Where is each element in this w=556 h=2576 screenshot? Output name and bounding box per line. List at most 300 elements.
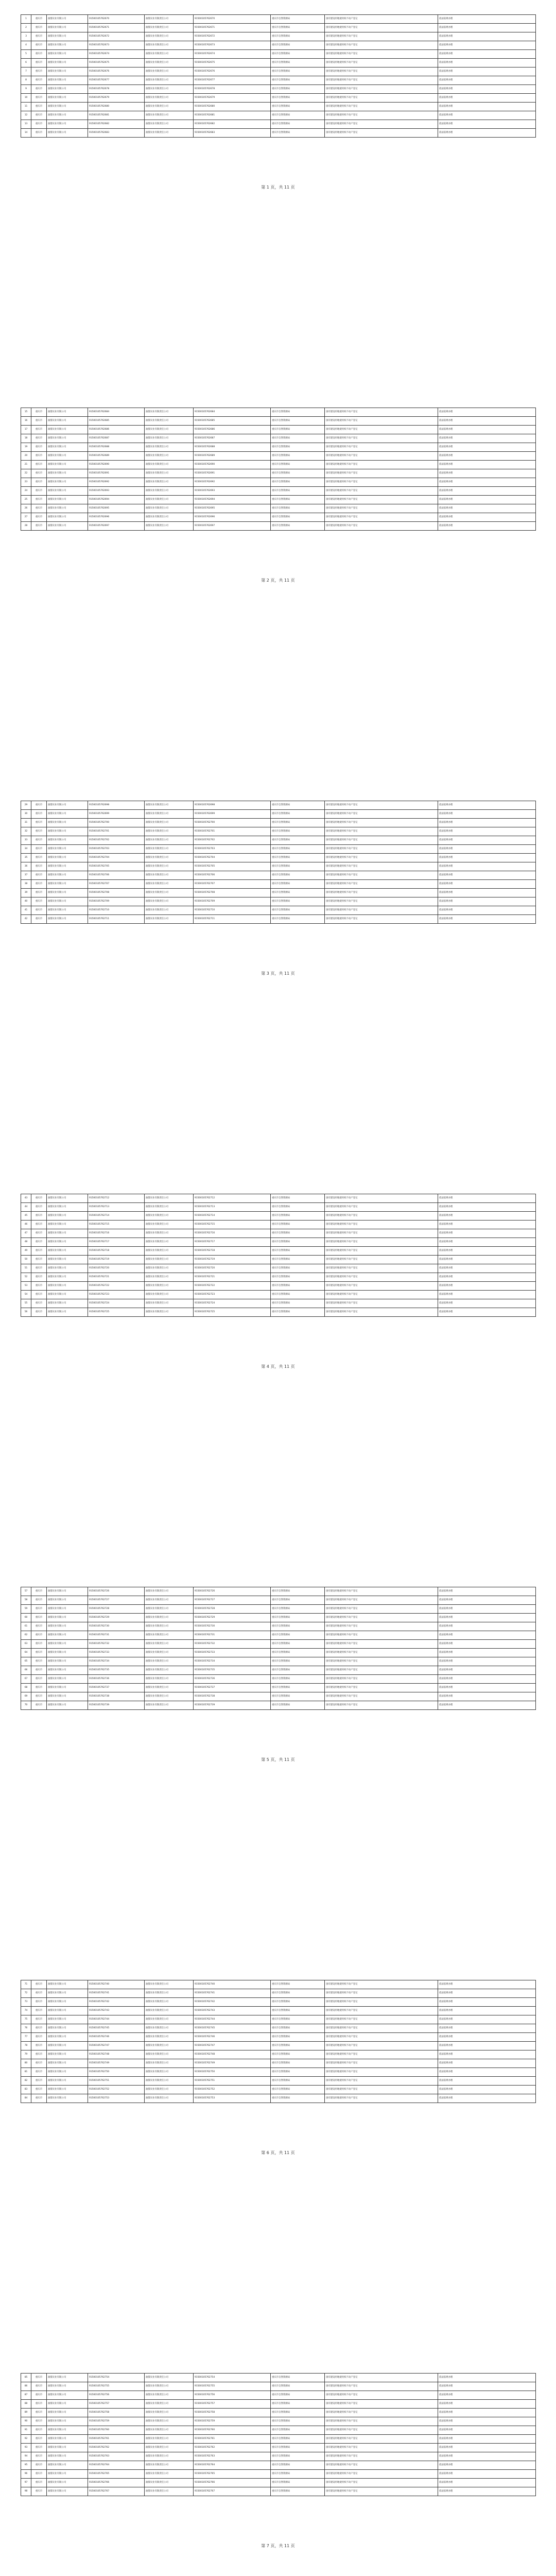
table-cell: 重庆市自然资源局 — [271, 41, 325, 50]
table-cell: 重庆市 — [31, 2382, 47, 2391]
table-cell: 91500105762736 — [194, 1675, 271, 1684]
table-cell: 依法依规办理 — [438, 906, 536, 915]
table-cell: 91500105762741 — [88, 1989, 145, 1998]
table-cell: 重庆市自然资源局 — [271, 2409, 325, 2417]
table-cell: 渝都实业有限公司 — [47, 2391, 88, 2400]
table-cell: 重庆市 — [31, 2452, 47, 2461]
table-cell: 91500105762758 — [88, 2409, 145, 2417]
table-cell: 依法依规办理 — [438, 1256, 536, 1264]
table-cell: 依法依规办理 — [438, 1980, 536, 1989]
table-cell: 依法依规办理 — [438, 2007, 536, 2015]
table-cell: 渝都实业有限公司 — [47, 880, 88, 889]
table-cell: 重庆市 — [31, 1701, 47, 1710]
table-cell: 依法依规办理 — [438, 434, 536, 443]
table-cell: 重庆市 — [31, 469, 47, 478]
table-cell: 渝都实业有限责任公司 — [145, 810, 194, 819]
table-cell: 渝都实业有限公司 — [47, 522, 88, 531]
table-cell: 渝都实业有限责任公司 — [145, 1587, 194, 1596]
table-cell: 91500105762720 — [88, 1264, 145, 1273]
table-row — [21, 915, 536, 924]
table-cell: 91500105762688 — [194, 443, 271, 452]
table-cell: 重庆市 — [31, 417, 47, 426]
table-cell: 渝都实业有限公司 — [47, 50, 88, 59]
table-cell: 依法依规办理 — [438, 2444, 536, 2452]
table-row — [21, 1640, 536, 1649]
table-row — [21, 129, 536, 138]
page-footer: 第 6 页，共 11 页 — [261, 2150, 295, 2155]
table-cell: 渝都实业有限责任公司 — [145, 2479, 194, 2487]
table-cell: 依法依规办理 — [438, 1989, 536, 1998]
table-cell: 重庆市自然资源局 — [271, 1666, 325, 1675]
table-cell: 渝都实业有限责任公司 — [145, 478, 194, 487]
table-cell: 渝都实业有限责任公司 — [145, 880, 194, 889]
table-cell: 渝都实业有限公司 — [47, 434, 88, 443]
table-cell: 91500105762767 — [88, 2487, 145, 2496]
table-cell: 依法依规办理 — [438, 2409, 536, 2417]
table-row — [21, 1631, 536, 1640]
table-cell: 依法依规办理 — [438, 1666, 536, 1675]
table-cell: 重庆市 — [31, 810, 47, 819]
table-cell: 依法依规办理 — [438, 522, 536, 531]
table-cell: 91500105762674 — [194, 50, 271, 59]
table-cell: 依法依规办理 — [438, 1282, 536, 1291]
table-cell: 91500105762683 — [194, 129, 271, 138]
table-cell: 96 — [21, 2470, 31, 2479]
table-cell: 91500105762734 — [194, 1657, 271, 1666]
table-cell: 国有建设用地使用权不动产登记 — [325, 2382, 438, 2391]
table-row — [21, 1238, 536, 1247]
table-cell: 依法依规办理 — [438, 1273, 536, 1282]
table-cell: 重庆市 — [31, 59, 47, 67]
table-cell: 73 — [21, 1998, 31, 2007]
table-cell: 40 — [21, 897, 31, 906]
table-cell: 91500105762675 — [194, 59, 271, 67]
table-cell: 39 — [21, 889, 31, 897]
table-cell: 重庆市自然资源局 — [271, 2461, 325, 2470]
table-cell: 渝都实业有限责任公司 — [145, 906, 194, 915]
table-cell: 渝都实业有限责任公司 — [145, 1605, 194, 1614]
table-cell: 渝都实业有限公司 — [47, 889, 88, 897]
table-cell: 91500105762738 — [194, 1692, 271, 1701]
table-cell: 渝都实业有限责任公司 — [145, 111, 194, 120]
table-cell: 88 — [21, 2400, 31, 2409]
table-cell: 渝都实业有限责任公司 — [145, 76, 194, 85]
table-cell: 91500105762730 — [88, 1622, 145, 1631]
table-cell: 重庆市自然资源局 — [271, 854, 325, 862]
table-cell: 渝都实业有限责任公司 — [145, 2086, 194, 2094]
table-cell: 90 — [21, 2417, 31, 2426]
table-cell: 国有建设用地使用权不动产登记 — [325, 854, 438, 862]
table-row — [21, 120, 536, 129]
table-cell: 依法依规办理 — [438, 1657, 536, 1666]
table-row — [21, 1596, 536, 1605]
table-cell: 渝都实业有限公司 — [47, 513, 88, 522]
table-row — [21, 2007, 536, 2015]
table-cell: 国有建设用地使用权不动产登记 — [325, 2094, 438, 2103]
table-cell: 91500105762749 — [88, 2059, 145, 2068]
table-cell: 重庆市 — [31, 801, 47, 810]
table-cell: 国有建设用地使用权不动产登记 — [325, 2426, 438, 2435]
table-cell: 重庆市自然资源局 — [271, 76, 325, 85]
table-cell: 渝都实业有限公司 — [47, 2452, 88, 2461]
table-cell: 依法依规办理 — [438, 1194, 536, 1203]
table-cell: 渝都实业有限责任公司 — [145, 2452, 194, 2461]
table-row — [21, 85, 536, 94]
table-cell: 依法依规办理 — [438, 15, 536, 24]
table-cell: 重庆市 — [31, 1980, 47, 1989]
record-table — [21, 1980, 536, 2103]
table-row — [21, 50, 536, 59]
table-cell: 渝都实业有限公司 — [47, 59, 88, 67]
table-cell: 国有建设用地使用权不动产登记 — [325, 810, 438, 819]
table-cell: 91500105762704 — [194, 854, 271, 862]
table-cell: 依法依规办理 — [438, 819, 536, 827]
table-cell: 依法依规办理 — [438, 1692, 536, 1701]
table-cell: 重庆市 — [31, 819, 47, 827]
table-row — [21, 1692, 536, 1701]
table-cell: 重庆市 — [31, 2068, 47, 2077]
table-cell: 91500105762745 — [88, 2024, 145, 2033]
table-cell: 渝都实业有限公司 — [47, 469, 88, 478]
page-footer: 第 7 页，共 11 页 — [261, 2544, 295, 2548]
table-cell: 91500105762707 — [194, 880, 271, 889]
table-cell: 3 — [21, 32, 31, 41]
table-cell: 重庆市 — [31, 1614, 47, 1622]
table-cell: 8 — [21, 76, 31, 85]
table-cell: 重庆市自然资源局 — [271, 2400, 325, 2409]
table-cell: 91500105762767 — [194, 2487, 271, 2496]
table-cell: 依法依规办理 — [438, 810, 536, 819]
record-table — [21, 2373, 536, 2496]
table-cell: 重庆市 — [31, 2077, 47, 2086]
table-cell: 74 — [21, 2007, 31, 2015]
table-cell: 渝都实业有限责任公司 — [145, 120, 194, 129]
table-cell: 重庆市 — [31, 2444, 47, 2452]
table-cell: 渝都实业有限公司 — [47, 85, 88, 94]
table-cell: 依法依规办理 — [438, 1614, 536, 1622]
table-cell: 渝都实业有限公司 — [47, 2461, 88, 2470]
table-cell: 国有建设用地使用权不动产登记 — [325, 85, 438, 94]
table-cell: 依法依规办理 — [438, 845, 536, 854]
table-cell: 91500105762678 — [88, 85, 145, 94]
table-cell: 重庆市自然资源局 — [271, 2042, 325, 2050]
table-cell: 国有建设用地使用权不动产登记 — [325, 2015, 438, 2024]
table-cell: 14 — [21, 129, 31, 138]
table-cell: 55 — [21, 1299, 31, 1308]
table-cell: 42 — [21, 915, 31, 924]
table-cell: 渝都实业有限公司 — [47, 1247, 88, 1256]
table-cell: 国有建设用地使用权不动产登记 — [325, 2479, 438, 2487]
table-cell: 依法依规办理 — [438, 1622, 536, 1631]
table-cell: 91500105762687 — [88, 434, 145, 443]
table-cell: 依法依规办理 — [438, 862, 536, 871]
table-cell: 91500105762723 — [88, 1291, 145, 1299]
table-cell: 依法依规办理 — [438, 443, 536, 452]
table-cell: 91500105762742 — [194, 1998, 271, 2007]
table-cell: 重庆市 — [31, 2409, 47, 2417]
table-cell: 渝都实业有限责任公司 — [145, 2024, 194, 2033]
table-cell: 依法依规办理 — [438, 2400, 536, 2409]
table-cell: 重庆市自然资源局 — [271, 120, 325, 129]
table-cell: 国有建设用地使用权不动产登记 — [325, 2033, 438, 2042]
table-cell: 重庆市 — [31, 1675, 47, 1684]
table-cell: 91500105762687 — [194, 434, 271, 443]
table-cell: 91500105762729 — [194, 1614, 271, 1622]
table-cell: 国有建设用地使用权不动产登记 — [325, 487, 438, 496]
table-cell: 91500105762674 — [88, 50, 145, 59]
table-cell: 重庆市 — [31, 854, 47, 862]
table-cell: 91500105762764 — [194, 2461, 271, 2470]
table-row — [21, 1998, 536, 2007]
table-cell: 国有建设用地使用权不动产登记 — [325, 522, 438, 531]
table-cell: 依法依规办理 — [438, 496, 536, 504]
table-cell: 渝都实业有限责任公司 — [145, 426, 194, 434]
table-cell: 国有建设用地使用权不动产登记 — [325, 2024, 438, 2033]
table-cell: 重庆市 — [31, 111, 47, 120]
table-cell: 59 — [21, 1605, 31, 1614]
table-cell: 渝都实业有限公司 — [47, 103, 88, 111]
table-cell: 91500105762723 — [194, 1291, 271, 1299]
table-cell: 1 — [21, 15, 31, 24]
table-cell: 渝都实业有限公司 — [47, 1264, 88, 1273]
table-cell: 91500105762719 — [88, 1256, 145, 1264]
table-cell: 重庆市自然资源局 — [271, 2050, 325, 2059]
table-cell: 国有建设用地使用权不动产登记 — [325, 1614, 438, 1622]
table-cell: 7 — [21, 67, 31, 76]
table-cell: 重庆市 — [31, 85, 47, 94]
table-cell: 91500105762703 — [88, 845, 145, 854]
table-cell: 重庆市 — [31, 2470, 47, 2479]
table-cell: 91500105762766 — [194, 2479, 271, 2487]
table-cell: 渝都实业有限公司 — [47, 1238, 88, 1247]
table-row — [21, 889, 536, 897]
table-cell: 渝都实业有限公司 — [47, 41, 88, 50]
table-cell: 91500105762765 — [88, 2470, 145, 2479]
table-row — [21, 1247, 536, 1256]
table-cell: 重庆市自然资源局 — [271, 1221, 325, 1229]
table-cell: 重庆市自然资源局 — [271, 513, 325, 522]
table-cell: 渝都实业有限责任公司 — [145, 461, 194, 469]
table-cell: 重庆市 — [31, 1640, 47, 1649]
table-cell: 国有建设用地使用权不动产登记 — [325, 1631, 438, 1640]
table-cell: 重庆市 — [31, 1282, 47, 1291]
table-cell: 91500105762740 — [194, 1980, 271, 1989]
table-cell: 91500105762680 — [88, 103, 145, 111]
table-row — [21, 1256, 536, 1264]
table-cell: 重庆市 — [31, 94, 47, 103]
table-cell: 91500105762735 — [88, 1666, 145, 1675]
table-cell: 91500105762717 — [194, 1238, 271, 1247]
table-cell: 重庆市 — [31, 2487, 47, 2496]
table-cell: 91500105762670 — [88, 15, 145, 24]
table-cell: 91500105762718 — [88, 1247, 145, 1256]
table-cell: 渝都实业有限公司 — [47, 854, 88, 862]
table-cell: 91500105762676 — [88, 67, 145, 76]
table-cell: 国有建设用地使用权不动产登记 — [325, 1212, 438, 1221]
table-cell: 渝都实业有限公司 — [47, 801, 88, 810]
table-cell: 91500105762764 — [88, 2461, 145, 2470]
table-cell: 91500105762681 — [194, 111, 271, 120]
table-cell: 91500105762762 — [194, 2444, 271, 2452]
table-cell: 79 — [21, 2050, 31, 2059]
table-cell: 重庆市自然资源局 — [271, 1587, 325, 1596]
table-cell: 渝都实业有限责任公司 — [145, 2382, 194, 2391]
table-cell: 重庆市 — [31, 2094, 47, 2103]
table-row — [21, 2452, 536, 2461]
table-cell: 91500105762750 — [194, 2068, 271, 2077]
table-cell: 重庆市 — [31, 434, 47, 443]
table-cell: 渝都实业有限公司 — [47, 2077, 88, 2086]
table-cell: 国有建设用地使用权不动产登记 — [325, 2400, 438, 2409]
table-cell: 渝都实业有限公司 — [47, 2435, 88, 2444]
table-cell: 91500105762743 — [194, 2007, 271, 2015]
table-cell: 91500105762705 — [88, 862, 145, 871]
table-cell: 91500105762743 — [88, 2007, 145, 2015]
table-cell: 重庆市自然资源局 — [271, 1264, 325, 1273]
table-cell: 34 — [21, 845, 31, 854]
table-cell: 重庆市自然资源局 — [271, 1640, 325, 1649]
table-cell: 5 — [21, 50, 31, 59]
table-cell: 25 — [21, 496, 31, 504]
table-cell: 91500105762716 — [88, 1229, 145, 1238]
table-cell: 28 — [21, 522, 31, 531]
table-cell: 依法依规办理 — [438, 2050, 536, 2059]
table-cell: 依法依规办理 — [438, 1238, 536, 1247]
table-cell: 渝都实业有限责任公司 — [145, 496, 194, 504]
table-cell: 依法依规办理 — [438, 1203, 536, 1212]
table-cell: 6 — [21, 59, 31, 67]
document-page — [0, 1965, 556, 2359]
table-cell: 国有建设用地使用权不动产登记 — [325, 1194, 438, 1203]
table-row — [21, 2435, 536, 2444]
table-cell: 91500105762728 — [194, 1605, 271, 1614]
table-cell: 渝都实业有限责任公司 — [145, 504, 194, 513]
table-cell: 重庆市 — [31, 1692, 47, 1701]
table-cell: 24 — [21, 487, 31, 496]
table-cell: 84 — [21, 2094, 31, 2103]
table-cell: 渝都实业有限责任公司 — [145, 2042, 194, 2050]
table-row — [21, 2059, 536, 2068]
table-cell: 重庆市自然资源局 — [271, 836, 325, 845]
table-cell: 渝都实业有限公司 — [47, 2050, 88, 2059]
table-cell: 91500105762744 — [88, 2015, 145, 2024]
table-cell: 78 — [21, 2042, 31, 2050]
table-cell: 重庆市 — [31, 1596, 47, 1605]
table-cell: 国有建设用地使用权不动产登记 — [325, 32, 438, 41]
table-row — [21, 854, 536, 862]
table-cell: 依法依规办理 — [438, 461, 536, 469]
table-cell: 国有建设用地使用权不动产登记 — [325, 2409, 438, 2417]
table-cell: 渝都实业有限公司 — [47, 1587, 88, 1596]
table-cell: 63 — [21, 1640, 31, 1649]
table-cell: 重庆市自然资源局 — [271, 469, 325, 478]
table-cell: 重庆市 — [31, 2435, 47, 2444]
table-cell: 依法依规办理 — [438, 24, 536, 32]
table-cell: 国有建设用地使用权不动产登记 — [325, 1238, 438, 1247]
table-cell: 渝都实业有限公司 — [47, 819, 88, 827]
table-cell: 依法依规办理 — [438, 2077, 536, 2086]
table-cell: 重庆市自然资源局 — [271, 897, 325, 906]
table-cell: 渝都实业有限公司 — [47, 408, 88, 417]
table-cell: 91500105762715 — [88, 1221, 145, 1229]
table-row — [21, 59, 536, 67]
table-cell: 91500105762702 — [88, 836, 145, 845]
table-cell: 77 — [21, 2033, 31, 2042]
table-cell: 重庆市 — [31, 2042, 47, 2050]
table-cell: 重庆市自然资源局 — [271, 1229, 325, 1238]
table-cell: 重庆市自然资源局 — [271, 1675, 325, 1684]
table-cell: 重庆市自然资源局 — [271, 1684, 325, 1692]
table-cell: 91500105762755 — [194, 2382, 271, 2391]
table-cell: 51 — [21, 1264, 31, 1273]
table-cell: 渝都实业有限公司 — [47, 504, 88, 513]
table-cell: 15 — [21, 408, 31, 417]
table-cell: 29 — [21, 801, 31, 810]
table-cell: 渝都实业有限责任公司 — [145, 2461, 194, 2470]
table-cell: 62 — [21, 1631, 31, 1640]
table-cell: 重庆市 — [31, 1238, 47, 1247]
table-cell: 13 — [21, 120, 31, 129]
table-cell: 21 — [21, 461, 31, 469]
table-cell: 26 — [21, 504, 31, 513]
table-cell: 渝都实业有限责任公司 — [145, 15, 194, 24]
table-cell: 渝都实业有限公司 — [47, 845, 88, 854]
document-page — [0, 393, 556, 786]
table-cell: 91500105762742 — [88, 1998, 145, 2007]
table-cell: 91500105762694 — [194, 496, 271, 504]
table-cell: 重庆市自然资源局 — [271, 2479, 325, 2487]
table-cell: 91500105762745 — [194, 2024, 271, 2033]
table-cell: 2 — [21, 24, 31, 32]
table-cell: 重庆市 — [31, 487, 47, 496]
table-cell: 91500105762729 — [88, 1614, 145, 1622]
table-cell: 重庆市 — [31, 1657, 47, 1666]
table-cell: 渝都实业有限公司 — [47, 32, 88, 41]
table-cell: 重庆市 — [31, 443, 47, 452]
table-cell: 重庆市自然资源局 — [271, 15, 325, 24]
table-cell: 91500105762757 — [88, 2400, 145, 2409]
table-cell: 重庆市 — [31, 1256, 47, 1264]
table-cell: 重庆市自然资源局 — [271, 1631, 325, 1640]
table-cell: 91500105762750 — [88, 2068, 145, 2077]
table-cell: 重庆市 — [31, 452, 47, 461]
table-cell: 重庆市 — [31, 889, 47, 897]
table-cell: 91500105762681 — [88, 111, 145, 120]
table-cell: 91500105762698 — [194, 801, 271, 810]
table-cell: 91500105762689 — [194, 452, 271, 461]
table-cell: 国有建设用地使用权不动产登记 — [325, 504, 438, 513]
table-cell: 重庆市自然资源局 — [271, 1282, 325, 1291]
table-cell: 依法依规办理 — [438, 897, 536, 906]
table-cell: 国有建设用地使用权不动产登记 — [325, 880, 438, 889]
table-cell: 91500105762755 — [88, 2382, 145, 2391]
table-cell: 重庆市自然资源局 — [271, 1291, 325, 1299]
table-cell: 91500105762733 — [194, 1649, 271, 1657]
table-cell: 重庆市 — [31, 1989, 47, 1998]
table-cell: 依法依规办理 — [438, 1264, 536, 1273]
table-cell: 重庆市自然资源局 — [271, 801, 325, 810]
table-cell: 渝都实业有限责任公司 — [145, 103, 194, 111]
table-cell: 91500105762692 — [88, 478, 145, 487]
table-cell: 重庆市自然资源局 — [271, 906, 325, 915]
table-row — [21, 67, 536, 76]
table-cell: 依法依规办理 — [438, 1291, 536, 1299]
table-cell: 渝都实业有限公司 — [47, 1657, 88, 1666]
table-cell: 依法依规办理 — [438, 478, 536, 487]
table-cell: 重庆市 — [31, 496, 47, 504]
table-row — [21, 1587, 536, 1596]
table-cell: 国有建设用地使用权不动产登记 — [325, 1229, 438, 1238]
